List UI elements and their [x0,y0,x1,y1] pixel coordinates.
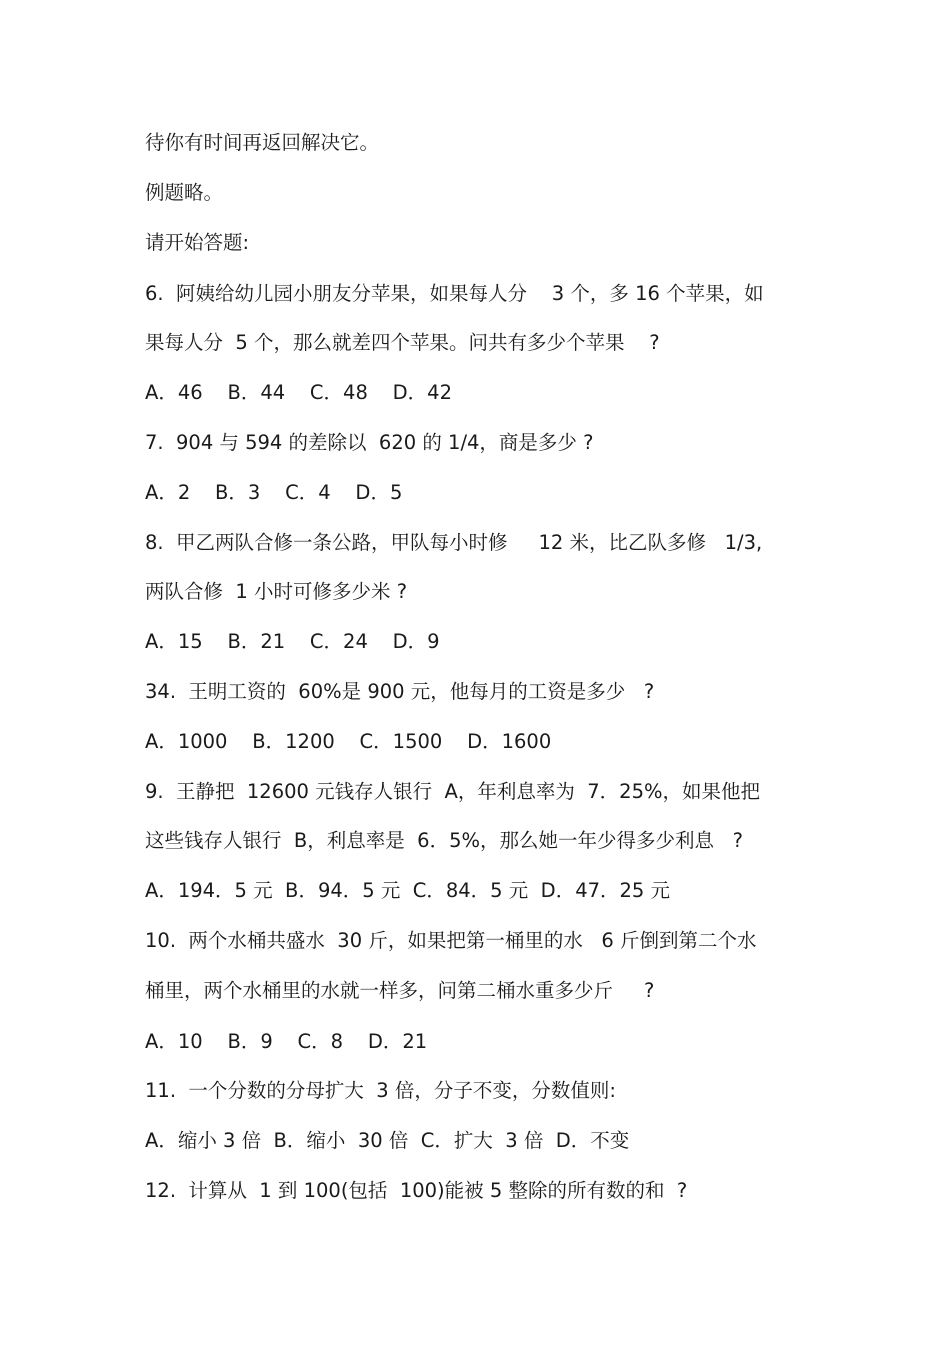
example-omitted-line: 例题略。 [145,181,224,204]
question-9-options: A．194．5 元 B．94．5 元 C．84．5 元 D．47．25 元 [145,879,671,902]
question-8-line-1: 8. 甲乙两队合修一条公路，甲队每小时修 12 米，比乙队多修 1/3, [145,531,763,554]
question-11: 11. 一个分数的分母扩大 3 倍，分子不变，分数值则: [145,1079,616,1102]
question-6-line-1: 6. 阿姨给幼儿园小朋友分苹果，如果每人分 3 个，多 16 个苹果，如 [145,282,764,305]
question-6-options: A．46 B．44 C．48 D．42 [145,381,452,404]
question-10-line-1: 10. 两个水桶共盛水 30 斤，如果把第一桶里的水 6 斤倒到第二个水 [145,929,757,952]
start-answering-line: 请开始答题: [145,231,250,254]
question-7: 7. 904 与 594 的差除以 620 的 1/4，商是多少 ? [145,431,594,454]
question-9-line-2: 这些钱存人银行 B，利息率是 6．5%，那么她一年少得多少利息 ? [145,829,743,852]
question-12: 12. 计算从 1 到 100(包括 100)能被 5 整除的所有数的和 ? [145,1179,688,1202]
intro-line: 待你有时间再返回解决它。 [145,131,380,154]
question-34: 34. 王明工资的 60%是 900 元，他每月的工资是多少 ? [145,680,655,703]
question-8-line-2: 两队合修 1 小时可修多少米 ? [145,580,408,603]
question-11-options: A．缩小 3 倍 B．缩小 30 倍 C．扩大 3 倍 D．不变 [145,1129,630,1152]
question-9-line-1: 9. 王静把 12600 元钱存人银行 A，年利息率为 7．25%，如果他把 [145,780,761,803]
question-7-options: A．2 B．3 C．4 D．5 [145,481,403,504]
question-8-options: A．15 B．21 C．24 D．9 [145,630,440,653]
question-34-options: A．1000 B．1200 C．1500 D．1600 [145,730,552,753]
question-6-line-2: 果每人分 5 个，那么就差四个苹果。问共有多少个苹果 ? [145,331,660,354]
question-10-options: A．10 B．9 C．8 D．21 [145,1030,428,1053]
question-10-line-2: 桶里，两个水桶里的水就一样多，问第二桶水重多少斤 ? [145,979,655,1002]
